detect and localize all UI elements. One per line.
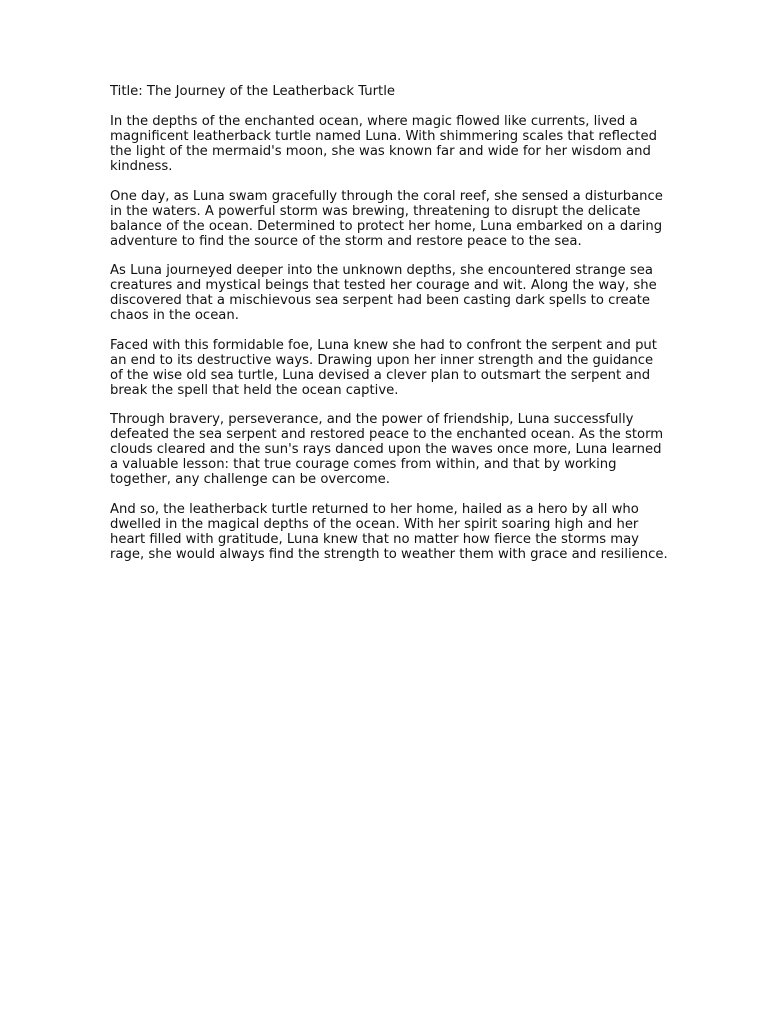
paragraph: Through bravery, perseverance, and the power of friendship, Luna successfully defeated the sea serpent and restored peace to the enchanted ocean. As the storm clouds cleared and the sun's rays danced upon the waves once more, Luna learned a valuable lesson: that true courage comes from within, and that by working together, any challenge can be overcome.: [110, 412, 664, 487]
paragraph: In the depths of the enchanted ocean, where magic flowed like currents, lived a magnificent leatherback turtle named Luna. With shimmering scales that reflected the light of the mermaid's moon, she was known far and wide for her wisdom and kindness.: [110, 114, 657, 174]
document-page: [110, 84, 670, 576]
paragraph: Faced with this formidable foe, Luna knew she had to confront the serpent and put an end to its destructive ways. Drawing upon her inner strength and the guidance of the wise old sea turtle, Luna devised a clever plan to outsmart the serpent and break the spell that held the ocean captive.: [110, 337, 657, 398]
paragraph: One day, as Luna swam gracefully through the coral reef, she sensed a disturbance in the waters. A powerful storm was brewing, threatening to disrupt the delicate balance of the ocean. Determined to protect her home, Luna embarked on a daring adventure to find the source of the storm and restore peace to the sea.: [110, 188, 663, 249]
paragraph: And so, the leatherback turtle returned to her home, hailed as a hero by all who dwelled in the magical depths of the ocean. With her spirit soaring high and her heart filled with gratitude, Luna knew that no matter how fierce the storms may rage, she would always find the strength to weather them with grace and resilience.: [110, 501, 668, 562]
document-title: Title: The Journey of the Leatherback Turtle: [110, 84, 396, 99]
paragraph: As Luna journeyed deeper into the unknown depths, she encountered strange sea creatures and mystical beings that tested her courage and wit. Along the way, she discovered that a mischievous sea serpent had been casting dark spells to create chaos in the ocean.: [110, 263, 657, 323]
